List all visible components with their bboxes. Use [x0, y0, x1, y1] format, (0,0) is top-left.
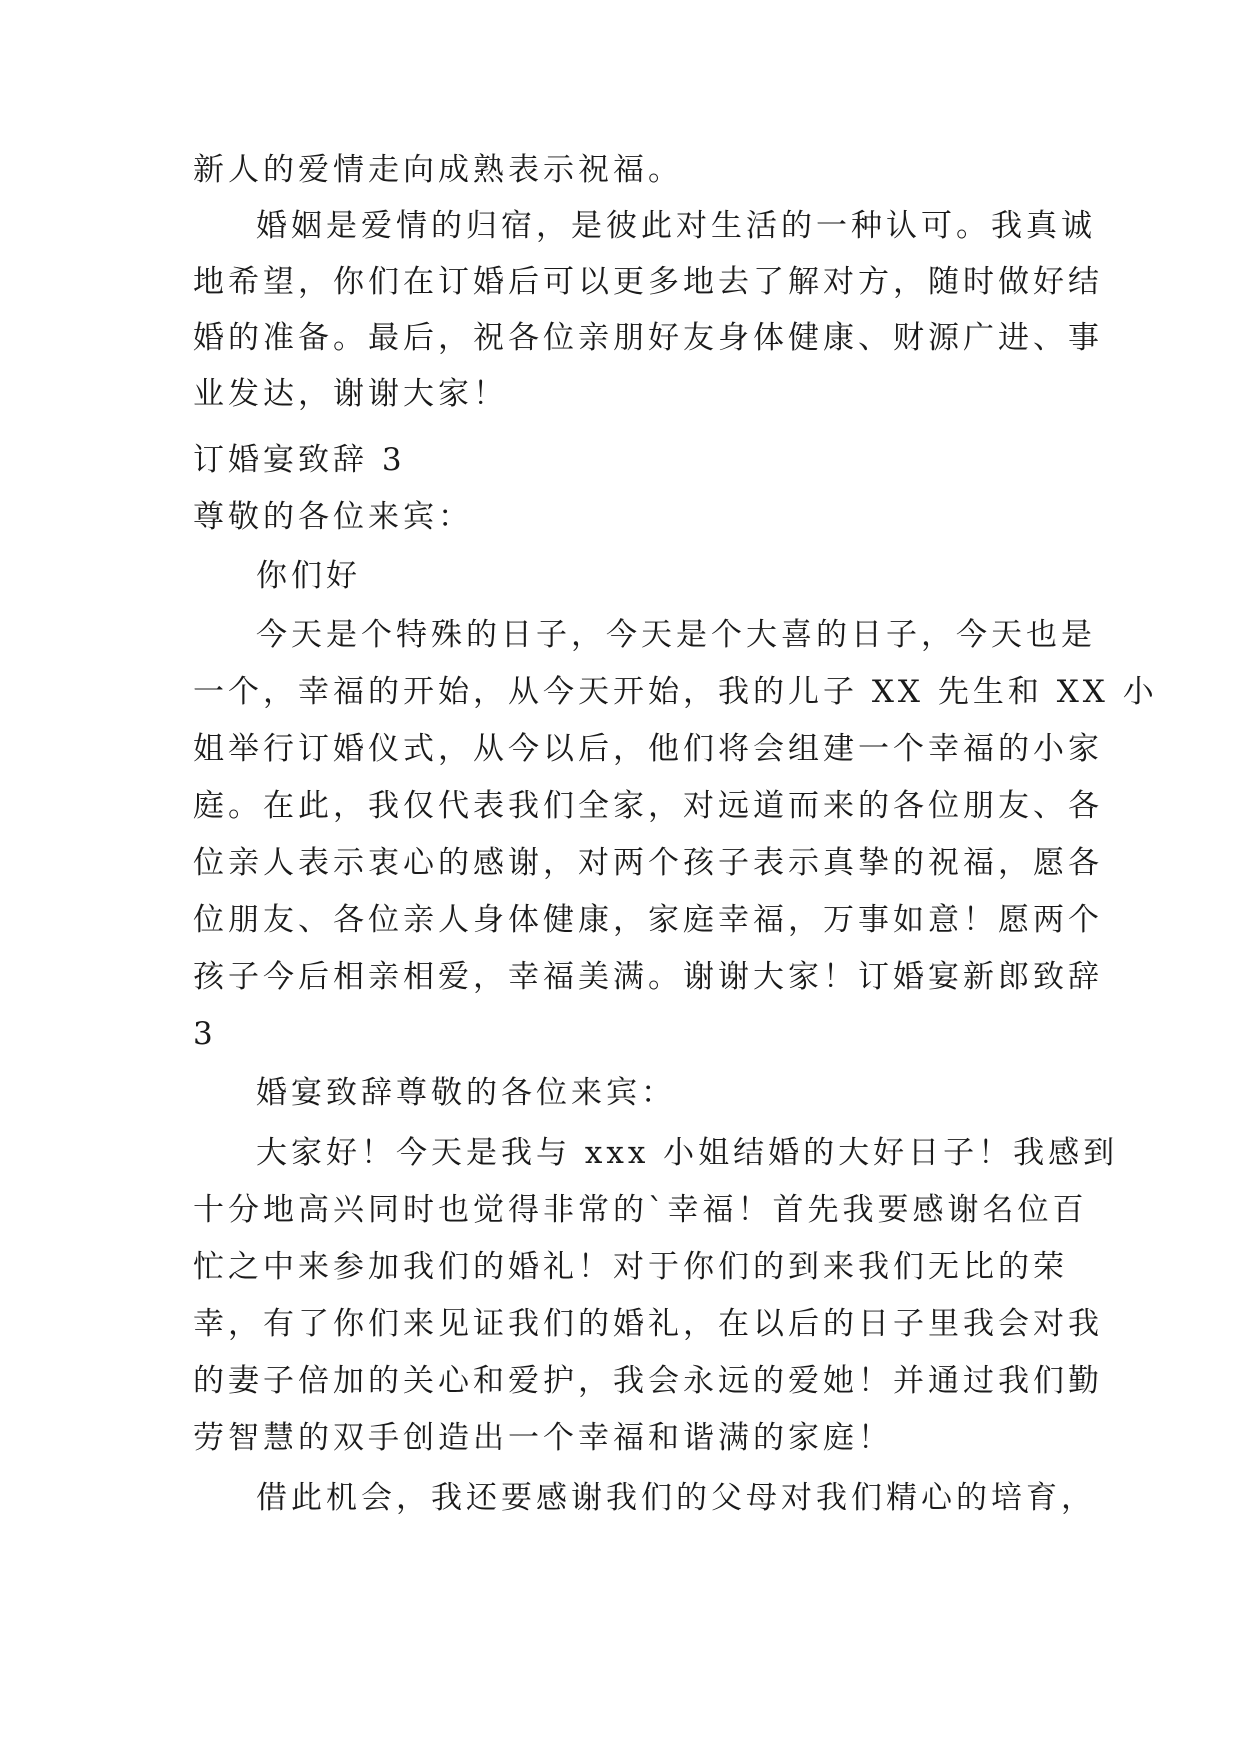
- text-line: 庭。在此，我仅代表我们全家，对远道而来的各位朋友、各: [193, 788, 1103, 824]
- text-line: 十分地高兴同时也觉得非常的`幸福！首先我要感谢名位百: [193, 1192, 1088, 1228]
- text-line: 新人的爱情走向成熟表示祝福。: [193, 152, 683, 188]
- salutation: 尊敬的各位来宾：: [193, 499, 473, 535]
- text-line: 一个，幸福的开始，从今天开始，我的儿子 XX 先生和 XX 小: [193, 674, 1158, 710]
- text-line: 借此机会，我还要感谢我们的父母对我们精心的培育，: [256, 1480, 1096, 1516]
- text-line: 位朋友、各位亲人身体健康，家庭幸福，万事如意！愿两个: [193, 902, 1103, 938]
- text-line: 婚姻是爱情的归宿，是彼此对生活的一种认可。我真诚: [256, 208, 1096, 244]
- text-line: 地希望，你们在订婚后可以更多地去了解对方，随时做好结: [193, 264, 1103, 300]
- text-line: 今天是个特殊的日子，今天是个大喜的日子，今天也是: [256, 617, 1096, 653]
- greeting: 你们好: [256, 558, 361, 594]
- text-line: 位亲人表示衷心的感谢，对两个孩子表示真挚的祝福，愿各: [193, 845, 1103, 881]
- text-line: 业发达，谢谢大家！: [193, 376, 508, 412]
- text-line: 孩子今后相亲相爱，幸福美满。谢谢大家！订婚宴新郎致辞: [193, 959, 1103, 995]
- text-line: 幸，有了你们来见证我们的婚礼，在以后的日子里我会对我: [193, 1306, 1103, 1342]
- text-line: 忙之中来参加我们的婚礼！对于你们的到来我们无比的荣: [193, 1249, 1068, 1285]
- text-line: 婚的准备。最后，祝各位亲朋好友身体健康、财源广进、事: [193, 320, 1103, 356]
- section-heading: 婚宴致辞尊敬的各位来宾：: [256, 1075, 676, 1111]
- text-line: 姐举行订婚仪式，从今以后，他们将会组建一个幸福的小家: [193, 731, 1103, 767]
- section-heading: 订婚宴致辞 3: [193, 442, 406, 478]
- text-line: 劳智慧的双手创造出一个幸福和谐满的家庭！: [193, 1420, 893, 1456]
- text-line: 3: [193, 1016, 217, 1052]
- text-line: 大家好！今天是我与 xxx 小姐结婚的大好日子！我感到: [256, 1135, 1119, 1171]
- text-line: 的妻子倍加的关心和爱护，我会永远的爱她！并通过我们勤: [193, 1363, 1103, 1399]
